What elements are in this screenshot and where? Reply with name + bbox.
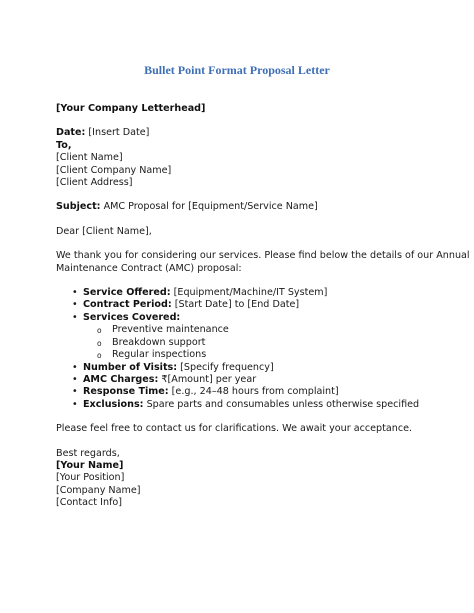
recipient-company: [Client Company Name] <box>56 164 172 176</box>
bullet-label: Contract Period: <box>83 299 172 311</box>
subject-line <box>56 201 436 213</box>
letter-body <box>56 103 470 510</box>
intro-line-1: We thank you for considering our services. Please find below the details of our Annual <box>56 250 470 262</box>
signature-name: [Your Name] <box>56 459 124 471</box>
bullet-value: [Specify frequency] <box>177 361 274 373</box>
bullet-response-time <box>56 386 436 398</box>
recipient-name: [Client Name] <box>56 152 123 164</box>
date-line <box>56 127 436 139</box>
bullet-label: Services Covered: <box>83 311 181 323</box>
bullet-service-offered <box>56 287 436 299</box>
signature-contact: [Contact Info] <box>56 497 123 509</box>
bullet-amc-charges <box>56 374 436 386</box>
sub-item-breakdown: o Breakdown support <box>83 337 436 349</box>
bullet-value: ₹[Amount] per year <box>158 373 257 385</box>
subject-value: AMC Proposal for [Equipment/Service Name] <box>100 201 318 213</box>
to-label: To, <box>56 139 72 151</box>
signoff: Best regards, <box>56 447 120 459</box>
bullet-value: Spare parts and consumables unless otherwise specified <box>143 398 420 410</box>
bullet-label: Exclusions: <box>83 398 144 410</box>
signature-company: [Company Name] <box>56 484 141 496</box>
bullet-value: [Equipment/Machine/IT System] <box>170 287 328 299</box>
bullet-label: AMC Charges: <box>83 373 159 385</box>
bullet-label: Service Offered: <box>83 287 171 299</box>
recipient-address: [Client Address] <box>56 177 133 189</box>
subject-label: Subject: <box>56 201 101 213</box>
intro-line-2: Maintenance Contract (AMC) proposal: <box>56 262 242 274</box>
bullet-label: Number of Visits: <box>83 361 178 373</box>
proposal-bullet-list <box>56 287 436 411</box>
signature-position: [Your Position] <box>56 472 125 484</box>
sub-item-inspections: o Regular inspections <box>83 349 436 361</box>
company-letterhead: [Your Company Letterhead] <box>56 103 206 114</box>
bullet-label: Response Time: <box>83 386 169 398</box>
date-label: Date: <box>56 127 86 139</box>
salutation: Dear [Client Name], <box>56 225 152 237</box>
closing-note: Please feel free to contact us for clarifications. We await your acceptance. <box>56 423 413 435</box>
bullet-number-of-visits <box>56 362 436 374</box>
bullet-services-covered <box>56 312 436 362</box>
services-covered-sublist <box>83 324 436 361</box>
bullet-contract-period <box>56 299 436 311</box>
document-title: Bullet Point Format Proposal Letter <box>144 63 330 77</box>
bullet-value: [Start Date] to [End Date] <box>171 299 300 311</box>
bullet-value: [e.g., 24–48 hours from complaint] <box>168 386 339 398</box>
date-value: [Insert Date] <box>85 127 150 139</box>
bullet-exclusions <box>56 399 436 411</box>
sub-item-preventive: o Preventive maintenance <box>83 324 436 336</box>
